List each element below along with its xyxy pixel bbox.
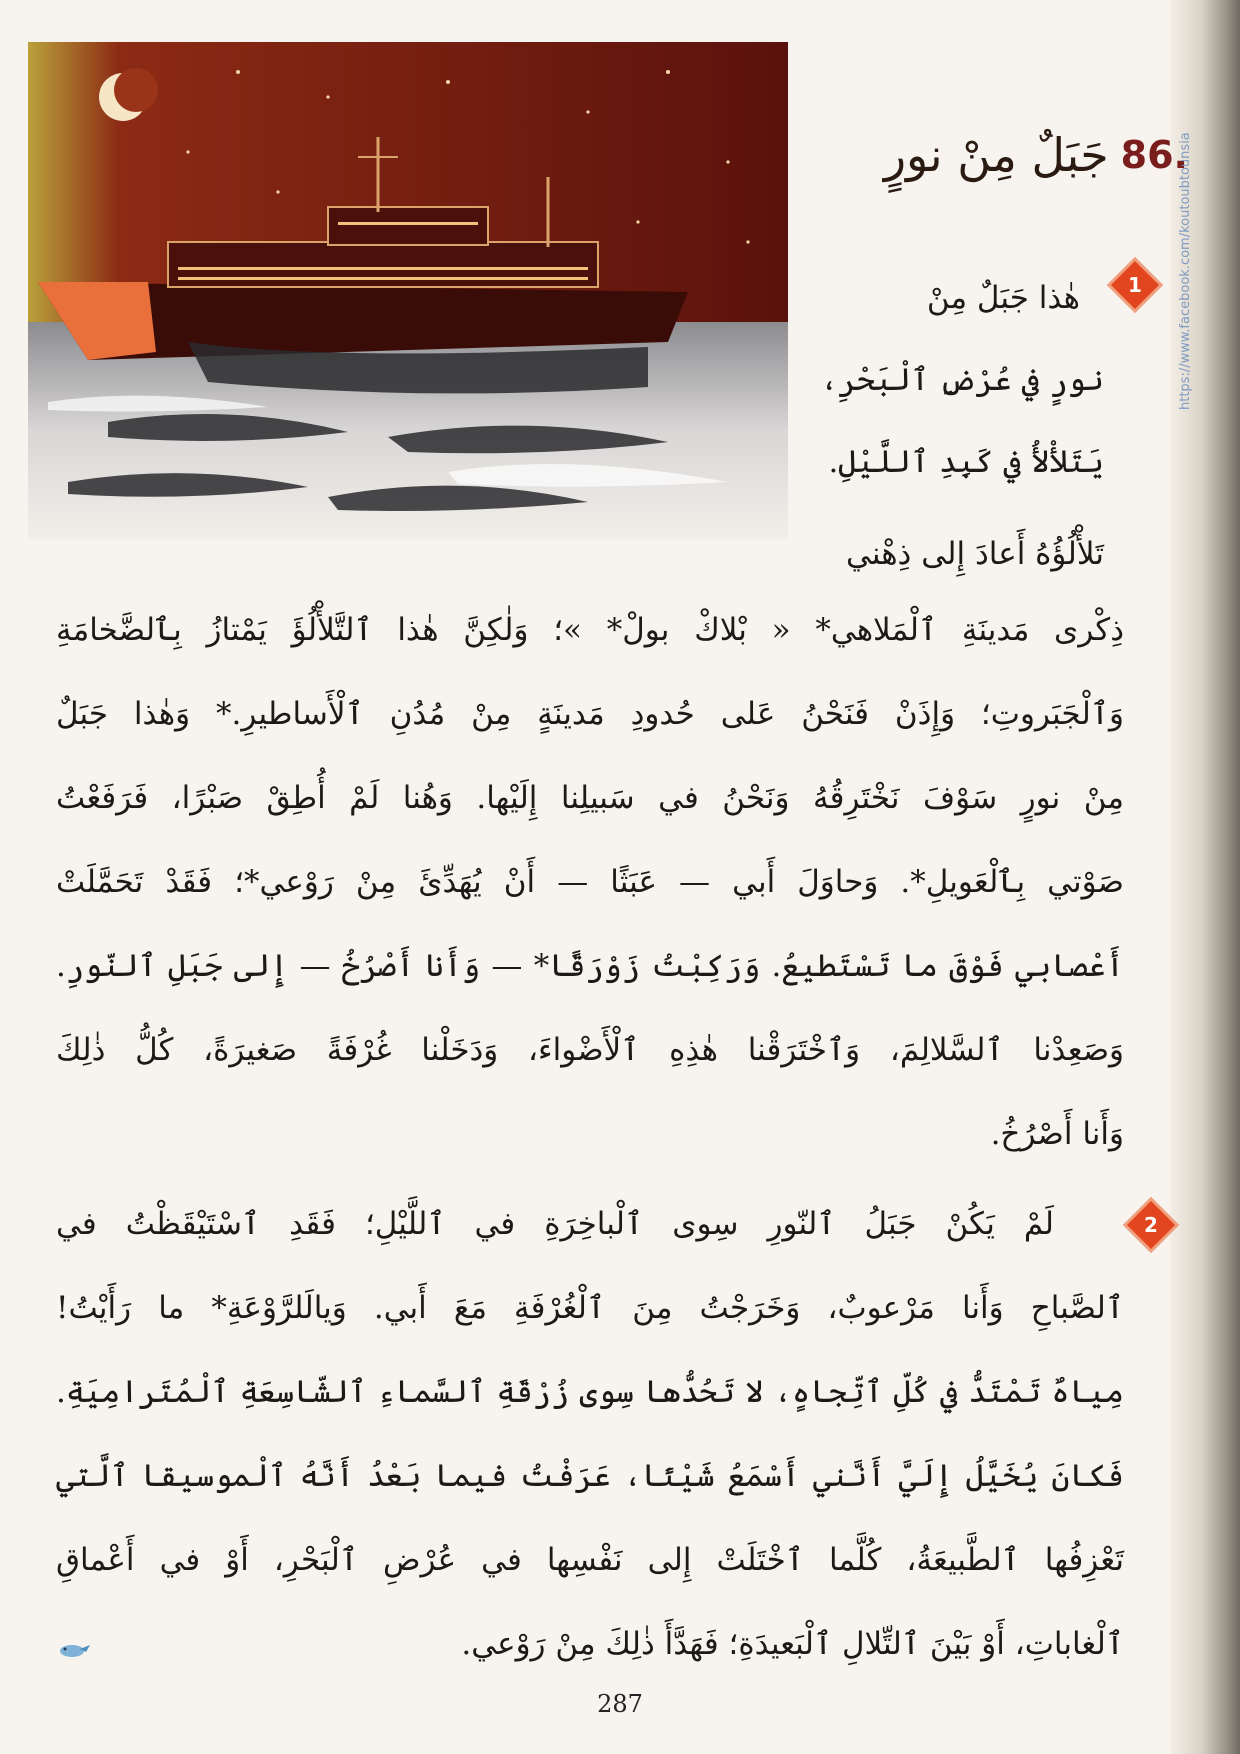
bird-icon (56, 1640, 92, 1660)
paragraph-1-line-6: وَٱلْجَبَروتِ؛ وَإِذَنْ فَنَحْنُ عَلى حُدودِ مَدينَةٍ مِنْ مُدُنِ ٱلْأَساطيرِ.* وَهٰذا جَبَلٌ (56, 696, 1124, 732)
paragraph-1-line-5: ذِكْرى مَدينَةِ ٱلْمَلاهي* « بْلاكْ بولْ* »؛ وَلٰكِنَّ هٰذا ٱلتَّلأْلُؤَ يَمْتازُ بِٱلضَّخامَةِ (56, 612, 1124, 648)
section-marker-1: 1 (1112, 262, 1158, 308)
page-number: 287 (597, 1690, 643, 1718)
paragraph-2-line-1: لَمْ يَكُنْ جَبَلُ ٱلنّورِ سِوى ٱلْباخِرَةِ في ٱللَّيْلِ؛ فَقَدِ ٱسْتَيْقَظْتُ في (56, 1206, 1054, 1242)
paragraph-2-line-4: فَكانَ يُخَيَّلُ إِلَيَّ أَنَّني أَسْمَعُ شَيْئًا، عَرَفْتُ فيما بَعْدُ أَنَّهُ ٱلْموسيقا ٱلَّتي (56, 1458, 1124, 1494)
paragraph-1-line-11: وَأَنا أَصْرُخُ. (990, 1116, 1124, 1152)
paragraph-1-line-8: صَوْتي بِٱلْعَويلِ*. وَحاوَلَ أَبي — عَبَثًا — أَنْ يُهَدِّئَ مِنْ رَوْعي*؛ فَقَدْ تَحَمَّلَتْ (56, 864, 1124, 900)
paragraph-2-line-2: ٱلصَّباحِ وَأَنا مَرْعوبٌ، وَخَرَجْتُ مِنَ ٱلْغُرْفَةِ مَعَ أَبي. وَيالَلرَّوْعَةِ* ما رَأَيْتُ! (56, 1290, 1124, 1326)
lesson-number: 86. (1120, 133, 1188, 177)
paragraph-2-line-5: تَعْزِفُها ٱلطَّبيعَةُ، كُلَّما ٱخْتَلَتْ إِلى نَفْسِها في عُرْضِ ٱلْبَحْرِ، أَوْ في أَعْماقِ (56, 1542, 1124, 1578)
paragraph-2-line-3: مِياهٌ تَمْتَدُّ في كُلِّ ٱتِّجاهٍ، لا تَحُدُّها سِوى زُرْقَةِ ٱلسَّماءِ ٱلشّاسِعَةِ ٱلْمُتَرامِيَةِ. (56, 1374, 1124, 1410)
lesson-heading: جَبَلٌ مِنْ نورٍ (883, 128, 1109, 182)
paragraph-1-line-7: مِنْ نورٍ سَوْفَ نَخْتَرِقُهُ وَنَحْنُ في سَبيلِنا إِلَيْها. وَهُنا لَمْ أُطِقْ صَبْرًا، فَرَفَعْتُ (56, 780, 1124, 816)
paragraph-1-line-4: تَلأْلُؤُهُ أَعادَ إِلى ذِهْني (846, 536, 1104, 572)
paragraph-1-line-3: يَتَلأْلأُ في كَبِدِ ٱللَّيْلِ. (828, 444, 1104, 480)
paragraph-2-line-6: ٱلْغاباتِ، أَوْ بَيْنَ ٱلتِّلالِ ٱلْبَعيدَةِ؛ فَهَدَّأَ ذٰلِكَ مِنْ رَوْعي. (461, 1626, 1124, 1662)
paragraph-1-line-1: هٰذا جَبَلٌ مِنْ (926, 280, 1080, 316)
paragraph-1-line-9: أَعْصابي فَوْقَ ما تَسْتَطيعُ. وَرَكِبْتُ زَوْرَقًا* — وَأَنا أَصْرُخُ — إِلى جَبَلِ ٱلنّورِ. (56, 948, 1124, 984)
lesson-title (768, 128, 1188, 182)
watermark-link: https://www.facebook.com/koutoubtounsia (1178, 132, 1193, 410)
paragraph-1-line-2: نورٍ في عُرْضِ ٱلْبَحْرِ، (820, 362, 1104, 398)
ship-illustration (28, 42, 788, 540)
paragraph-1-line-10: وَصَعِدْنا ٱلسَّلالِمَ، وَٱخْتَرَقْنا هٰذِهِ ٱلْأَضْواءَ، وَدَخَلْنا غُرْفَةً صَغيرَةً، كُلُّ ذٰلِكَ (56, 1032, 1124, 1068)
section-marker-2: 2 (1128, 1202, 1174, 1248)
